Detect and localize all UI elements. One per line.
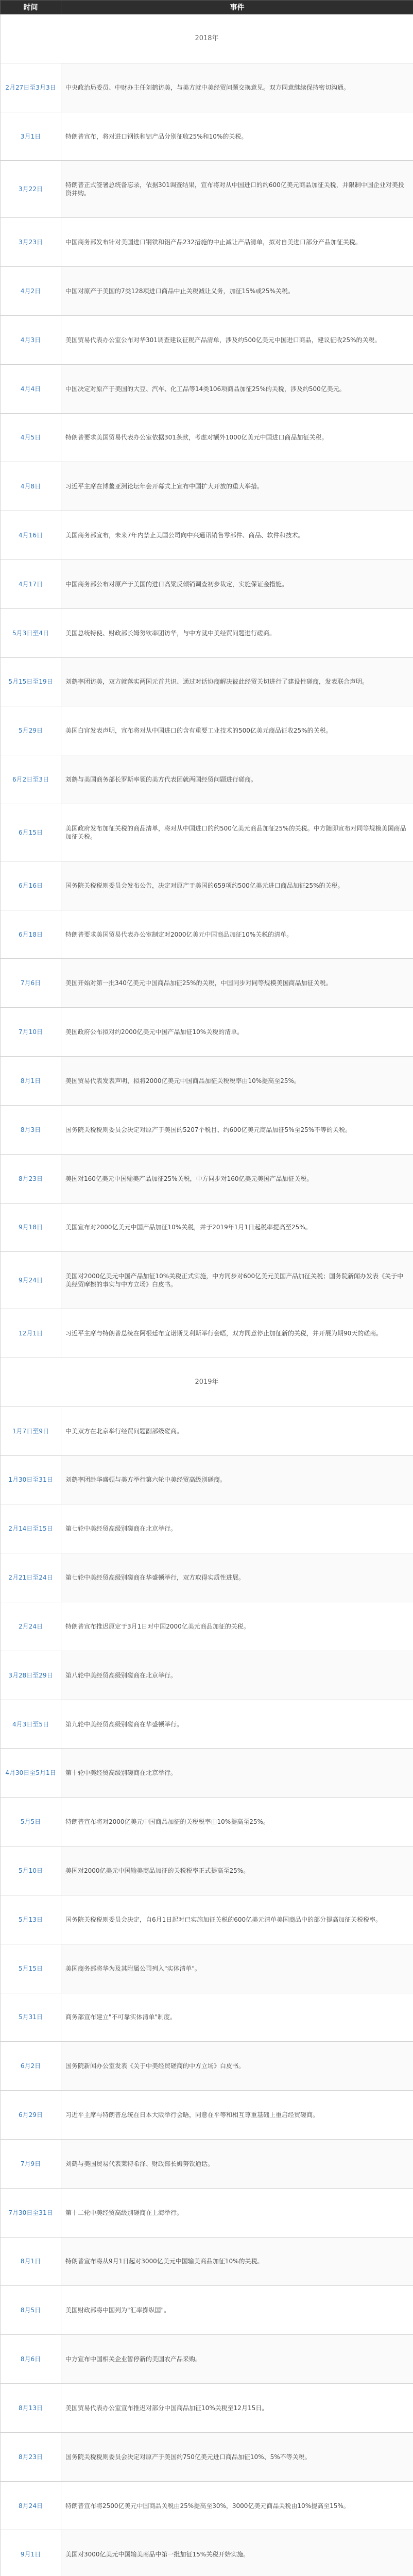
event-date: 4月30日至5月1日 <box>1 1749 61 1798</box>
event-date: 9月24日 <box>1 1252 61 1309</box>
event-date: 8月1日 <box>1 2237 61 2286</box>
table-row <box>1 706 413 755</box>
event-date: 5月13日 <box>1 1895 61 1944</box>
event-date: 5月15日 <box>1 1944 61 1993</box>
table-row <box>1 2091 413 2140</box>
event-description: 美国财政部将中国列为"汇率操纵国"。 <box>61 2286 413 2335</box>
event-date: 2月21日至24日 <box>1 1553 61 1602</box>
event-date: 4月2日 <box>1 267 61 316</box>
event-description: 美国政府发布加征关税的商品清单，将对从中国进口的约500亿美元商品加征25%的关税。中方随即宣布对同等规模美国商品加征关税。 <box>61 804 413 861</box>
year-label: 2019年 <box>1 1358 413 1406</box>
event-date: 4月5日 <box>1 413 61 462</box>
event-date: 2月14日至15日 <box>1 1504 61 1553</box>
table-row <box>1 364 413 413</box>
event-description: 刘鹤与美国贸易代表莱特希泽、财政部长姆努钦通话。 <box>61 2139 413 2188</box>
table-row <box>1 315 413 364</box>
header-date: 时间 <box>1 1 61 14</box>
event-description: 商务部宣布建立"不可靠实体清单"制度。 <box>61 1993 413 2042</box>
table-row <box>1 1154 413 1203</box>
table-row <box>1 267 413 316</box>
event-description: 特朗普宣布将对2000亿美元中国商品加征的关税税率由10%提高至25%。 <box>61 1798 413 1846</box>
event-description: 中国对原产于美国的7类128项进口商品中止关税减让义务，加征15%或25%关税。 <box>61 267 413 316</box>
event-description: 中美双方在北京举行经贸问题副部级磋商。 <box>61 1406 413 1455</box>
event-description: 特朗普正式签署总统备忘录，依据301调查结果，宣布将对从中国进口的约600亿美元商品加征关税，并限制中国企业对美投资并购。 <box>61 161 413 218</box>
table-row <box>1 1057 413 1106</box>
table-row <box>1 413 413 462</box>
event-description: 特朗普宣布将2500亿美元中国商品关税由25%提高至30%，3000亿美元商品关税由10%提高至15%。 <box>61 2481 413 2530</box>
event-date: 5月5日 <box>1 1798 61 1846</box>
table-row <box>1 2530 413 2576</box>
event-description: 特朗普宣布，将对进口钢铁和铝产品分别征收25%和10%的关税。 <box>61 112 413 161</box>
table-row <box>1 2384 413 2433</box>
event-date: 4月3日 <box>1 315 61 364</box>
event-description: 国务院关税税则委员会决定对原产于美国的5207个税目、约600亿美元商品加征5%至25%不等的关税。 <box>61 1105 413 1154</box>
table-row <box>1 1993 413 2042</box>
event-description: 美国宣布对2000亿美元中国产品加征10%关税，并于2019年1月1日起税率提高至25%。 <box>61 1203 413 1252</box>
event-description: 第八轮中美经贸高级别磋商在北京举行。 <box>61 1651 413 1700</box>
event-date: 6月2日 <box>1 2042 61 2091</box>
table-row <box>1 218 413 267</box>
year-row <box>1 1358 413 1406</box>
event-description: 美国政府公布拟对约2000亿美元中国产品加征10%关税的清单。 <box>61 1008 413 1057</box>
event-description: 刘鹤率团访美，双方就落实两国元首共识、通过对话协商解决彼此经贸关切进行了建设性磋商，发表联合声明。 <box>61 657 413 706</box>
table-row <box>1 1700 413 1749</box>
table-row <box>1 2432 413 2481</box>
event-date: 5月29日 <box>1 706 61 755</box>
event-date: 4月4日 <box>1 364 61 413</box>
event-description: 中央政治局委员、中财办主任刘鹤访美，与美方就中美经贸问题交换意见。双方同意继续保持密切沟通。 <box>61 63 413 112</box>
table-row <box>1 2139 413 2188</box>
event-date: 3月1日 <box>1 112 61 161</box>
event-date: 3月28日至29日 <box>1 1651 61 1700</box>
event-date: 7月9日 <box>1 2139 61 2188</box>
event-description: 刘鹤与美国商务部长罗斯率领的美方代表团就两国经贸问题进行磋商。 <box>61 755 413 804</box>
year-row <box>1 14 413 63</box>
event-date: 8月24日 <box>1 2481 61 2530</box>
table-row <box>1 1749 413 1798</box>
event-description: 美国开始对第一批340亿美元中国商品加征25%的关税，中国同步对同等规模美国商品加征关税。 <box>61 959 413 1008</box>
event-date: 5月3日至4日 <box>1 608 61 657</box>
table-row <box>1 608 413 657</box>
table-row <box>1 2286 413 2335</box>
table-row <box>1 959 413 1008</box>
table-row <box>1 1504 413 1553</box>
event-description: 美国贸易代表办公室公布对华301调查建议征税产品清单，涉及约500亿美元中国进口商品，建议征收25%的关税。 <box>61 315 413 364</box>
event-description: 中方宣布中国相关企业暂停新的美国农产品采购。 <box>61 2335 413 2384</box>
event-date: 5月10日 <box>1 1846 61 1895</box>
event-description: 国务院关税税则委员会发布公告，决定对原产于美国的659项约500亿美元进口商品加征25%的关税。 <box>61 861 413 910</box>
table-row <box>1 2237 413 2286</box>
event-description: 美国对2000亿美元中国产品加征10%关税正式实施，中方同步对600亿美元美国产品加征关税；国务院新闻办发表《关于中美经贸摩擦的事实与中方立场》白皮书。 <box>61 1252 413 1309</box>
event-description: 第九轮中美经贸高级别磋商在华盛顿举行。 <box>61 1700 413 1749</box>
event-date: 2月24日 <box>1 1602 61 1651</box>
event-description: 美国白宫发表声明，宣布将对从中国进口的含有重要工业技术的500亿美元商品征收25%的关税。 <box>61 706 413 755</box>
table-row <box>1 112 413 161</box>
event-description: 美国商务部宣布，未来7年内禁止美国公司向中兴通讯销售零部件、商品、软件和技术。 <box>61 511 413 560</box>
table-row <box>1 804 413 861</box>
event-description: 美国对160亿美元中国输美产品加征25%关税，中方同步对160亿美元美国产品加征关税。 <box>61 1154 413 1203</box>
table-row <box>1 1944 413 1993</box>
event-date: 4月8日 <box>1 462 61 511</box>
event-date: 8月5日 <box>1 2286 61 2335</box>
event-description: 美国对3000亿美元中国输美商品中第一批加征15%关税开始实施。 <box>61 2530 413 2576</box>
table-row <box>1 1798 413 1846</box>
event-date: 6月16日 <box>1 861 61 910</box>
event-description: 第十二轮中美经贸高级别磋商在上海举行。 <box>61 2188 413 2237</box>
event-description: 特朗普宣布将从9月1日起对3000亿美元中国输美商品加征10%的关税。 <box>61 2237 413 2286</box>
event-description: 美国对2000亿美元中国输美商品加征的关税税率正式提高至25%。 <box>61 1846 413 1895</box>
event-description: 特朗普宣布推迟原定于3月1日对中国2000亿美元商品加征的关税。 <box>61 1602 413 1651</box>
event-description: 第七轮中美经贸高级别磋商在北京举行。 <box>61 1504 413 1553</box>
event-date: 6月15日 <box>1 804 61 861</box>
table-row <box>1 861 413 910</box>
table-row <box>1 1105 413 1154</box>
table-row <box>1 1406 413 1455</box>
event-date: 6月29日 <box>1 2091 61 2140</box>
event-description: 国务院关税税则委员会决定对原产于美国约750亿美元进口商品加征10%、5%不等关税。 <box>61 2432 413 2481</box>
event-date: 5月15日至19日 <box>1 657 61 706</box>
event-date: 8月6日 <box>1 2335 61 2384</box>
event-date: 3月23日 <box>1 218 61 267</box>
event-description: 习近平主席在博鳌亚洲论坛年会开幕式上宣布中国扩大开放的重大举措。 <box>61 462 413 511</box>
event-date: 1月30日至31日 <box>1 1455 61 1504</box>
event-date: 7月10日 <box>1 1008 61 1057</box>
event-date: 9月18日 <box>1 1203 61 1252</box>
event-date: 4月16日 <box>1 511 61 560</box>
table-row <box>1 2042 413 2091</box>
event-description: 中国商务部发布针对美国进口钢铁和铝产品232措施的中止减让产品清单，拟对自美进口部分产品加征关税。 <box>61 218 413 267</box>
table-row <box>1 1846 413 1895</box>
event-date: 5月31日 <box>1 1993 61 2042</box>
table-row <box>1 1651 413 1700</box>
table-row <box>1 1309 413 1358</box>
event-date: 3月22日 <box>1 161 61 218</box>
event-date: 8月3日 <box>1 1105 61 1154</box>
table-row <box>1 1203 413 1252</box>
event-date: 8月13日 <box>1 2384 61 2433</box>
event-description: 美国商务部将华为及其附属公司列入"实体清单"。 <box>61 1944 413 1993</box>
event-description: 美国贸易代表发表声明，拟将2000亿美元中国商品加征关税税率由10%提高至25%。 <box>61 1057 413 1106</box>
event-description: 特朗普要求美国贸易代表办公室制定对2000亿美元中国商品加征10%关税的清单。 <box>61 910 413 959</box>
event-date: 2月27日至3月3日 <box>1 63 61 112</box>
table-row <box>1 2481 413 2530</box>
event-description: 习近平主席与特朗普总统在日本大阪举行会晤，同意在平等和相互尊重基础上重启经贸磋商。 <box>61 2091 413 2140</box>
event-date: 6月18日 <box>1 910 61 959</box>
event-date: 7月30日至31日 <box>1 2188 61 2237</box>
event-description: 第七轮中美经贸高级别磋商在华盛顿举行，双方取得实质性进展。 <box>61 1553 413 1602</box>
table-row <box>1 1252 413 1309</box>
year-label: 2018年 <box>1 14 413 63</box>
event-date: 6月2日至3日 <box>1 755 61 804</box>
event-description: 中国决定对原产于美国的大豆、汽车、化工品等14类106项商品加征25%的关税，涉及约500亿美元。 <box>61 364 413 413</box>
event-date: 1月7日至9日 <box>1 1406 61 1455</box>
event-date: 9月1日 <box>1 2530 61 2576</box>
event-description: 国务院关税税则委员会决定，自6月1日起对已实施加征关税的600亿美元清单美国商品中的部分提高加征关税税率。 <box>61 1895 413 1944</box>
event-date: 8月23日 <box>1 1154 61 1203</box>
table-row <box>1 560 413 608</box>
event-description: 美国贸易代表办公室宣布推迟对部分中国商品加征10%关税至12月15日。 <box>61 2384 413 2433</box>
table-row <box>1 1602 413 1651</box>
event-date: 4月17日 <box>1 560 61 608</box>
table-row <box>1 1008 413 1057</box>
table-row <box>1 910 413 959</box>
event-date: 8月1日 <box>1 1057 61 1106</box>
table-row <box>1 511 413 560</box>
event-description: 中国商务部公布对原产于美国的进口高粱反倾销调查初步裁定，实施保证金措施。 <box>61 560 413 608</box>
event-date: 12月1日 <box>1 1309 61 1358</box>
table-row <box>1 1895 413 1944</box>
event-description: 习近平主席与特朗普总统在阿根廷布宜诺斯艾利斯举行会晤，双方同意停止加征新的关税，并开展为期90天的磋商。 <box>61 1309 413 1358</box>
header-event: 事件 <box>61 1 413 14</box>
table-row <box>1 755 413 804</box>
event-date: 8月23日 <box>1 2432 61 2481</box>
event-description: 美国总统特使、财政部长姆努钦率团访华，与中方就中美经贸问题进行磋商。 <box>61 608 413 657</box>
table-row <box>1 1455 413 1504</box>
table-row <box>1 63 413 112</box>
table-row <box>1 1553 413 1602</box>
event-description: 国务院新闻办公室发表《关于中美经贸磋商的中方立场》白皮书。 <box>61 2042 413 2091</box>
table-row <box>1 2335 413 2384</box>
event-description: 特朗普要求美国贸易代表办公室依据301条款，考虑对额外1000亿美元中国进口商品加征关税。 <box>61 413 413 462</box>
table-body <box>1 14 413 2576</box>
event-description: 第十轮中美经贸高级别磋商在北京举行。 <box>61 1749 413 1798</box>
event-date: 4月3日至5日 <box>1 1700 61 1749</box>
event-description: 刘鹤率团赴华盛顿与美方举行第六轮中美经贸高级别磋商。 <box>61 1455 413 1504</box>
table-row <box>1 462 413 511</box>
table-header-row <box>1 1 413 14</box>
table-row <box>1 2188 413 2237</box>
event-date: 7月6日 <box>1 959 61 1008</box>
table-row <box>1 161 413 218</box>
table-row <box>1 657 413 706</box>
